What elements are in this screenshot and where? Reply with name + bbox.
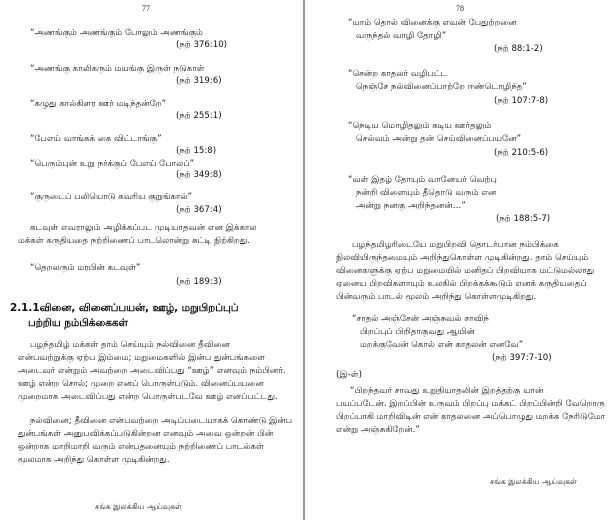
section-heading: 2.1.1வினை, வினைப்பயன், ஊழ், மறுபிறப்புப் <box>10 302 239 314</box>
quote-reference: (நற் 397:7-10) <box>492 353 552 363</box>
quote-line: “சென்ற காதலர் வழிபட்ட <box>348 69 448 79</box>
quote-line: “சாதல் அஞ்சேன் அஞ்சுவல் சாவிந் <box>352 314 489 324</box>
quote-line: பிறப்புப் பிறிதாகுவது ஆயின் <box>360 327 475 337</box>
quote-line: நெஞ்சே நல்வினைப்பாற்றே ஈண்டொழிந்த” <box>356 82 527 92</box>
quote-line: செல்வம் அன்று தன் செய்வினைப்பயனே” <box>356 134 522 144</box>
paragraph-line: பழந்தமிழரிடையே மறுபிறவி தொடர்பான நம்பிக்கை <box>352 240 559 250</box>
quote-reference: (நற் 107:7-8) <box>494 96 549 106</box>
quote-reference: (நற் 88:1-2) <box>494 44 543 54</box>
paragraph-line: ஊழ் என்ற சொல்; முறை எனப் பொருள்படும். வினைப்பயனை <box>18 379 264 389</box>
paragraph-line: நிலவியிருந்தமையும் அறிந்துகொள்ள முடிகின்றது. தாம் செய்யும் <box>336 253 589 263</box>
page-footer: சங்க இலக்கிய ஆய்வுகள் <box>490 477 577 486</box>
paragraph-line: கடவுள் எவராலும் அழிக்கப்பட முடியாதவன் என இக்கால <box>30 223 257 233</box>
quote-reference: (நற் 376:10) <box>176 40 228 50</box>
quote-reference: (நற் 189:3) <box>176 277 222 287</box>
quote-reference: (நற் 255:1) <box>176 111 222 121</box>
quote-line: “குருடைப் பலியொடு கவரிய குறுங்கால்” <box>30 192 193 202</box>
page-footer: சங்க இலக்கிய ஆய்வுகள் <box>95 502 182 511</box>
quote-line: “வள் இதழ் தோயும் வானேயர் வெற்பு <box>348 175 497 185</box>
paragraph-line: பழந்தமிழ் மக்கள் தாம் செய்யும் நல்வினை தீவினை <box>30 340 230 350</box>
quote-line: “கழுது கால்கிளர ஊர் மடிந்தன்றே” <box>30 99 167 109</box>
paragraph-line: ஏனைய பிறவிகளாயும் உலகில் பிறக்கக்கூடும் எனக் கருதியதைப் <box>336 279 587 289</box>
quote-line: மறக்குவேன் கொல் என் காதலன் எனவே” <box>360 340 524 350</box>
paragraph-line: என்று அஞ்சுகிறேன்.” <box>336 425 420 435</box>
left-page <box>0 0 302 520</box>
page-gutter <box>303 0 305 520</box>
paragraph-line: துன்பங்கள் அனுபவிக்கப்படுகின்றன எனவும் அவை ஒன்றன் பின் <box>18 429 274 439</box>
paragraph-line: அடைவர் என்றும் அவற்றை அடைவிப்பது “ஊழ்” எனவும் நம்பினர். <box>18 366 286 376</box>
paragraph-line: பின்வரும் பாடல் மூலம் அறிந்து கொள்ளமுடிகிறது. <box>336 292 537 302</box>
quote-line: “நெடிய மொழிதலும் கடிய ஊர்தலும் <box>348 121 492 131</box>
paragraph-line: என்பவற்றுக்கு ஏற்ப இம்மை; மறுமைகளில் இன்ப துன்பங்களை <box>18 353 266 363</box>
quote-line: “அணங்கு காலிகரும் மயங்கு இருள் நடுகாள் <box>30 64 205 74</box>
quote-line: “பெரும்புன் உறு நர்க்குப் பேஎய் போலப்” <box>30 159 195 169</box>
quote-line: “தெறலரும் மரபின் கடவுள்” <box>30 263 141 273</box>
quote-line: வருந்தல் வாழி தோழி” <box>356 31 447 41</box>
explanation-label: (இ-ள்) <box>336 370 362 380</box>
page-number: 78 <box>456 4 464 13</box>
page-number: 77 <box>142 4 150 13</box>
paragraph-line: வினைகளுக்கு ஏற்ப மறுமையில் மனிதப் பிறவியாக மட்டுமல்லாது <box>336 266 595 276</box>
quote-reference: (நற் 367:4) <box>176 205 222 215</box>
quote-reference: (நற் 349:8) <box>176 170 222 180</box>
quote-reference: (நற் 319:6) <box>176 76 222 86</box>
paragraph-line: மக்கள் கருதியதை நற்றிணைப் பாடலொன்று சுட்டி நிற்கிறது. <box>18 236 251 246</box>
paragraph-line: நல்வினை; தீவினை என்பவற்றை அடிப்படையாகக் கொண்டு இன்ப <box>30 416 293 426</box>
paragraph-line: பயப்படேன். இறப்பின் உருவம் பிறப்பு மக்கட் பிறப்பின்றி வேறொரு <box>336 399 605 409</box>
section-heading: பற்றிய நம்பிக்கைகள் <box>28 317 128 329</box>
paragraph-line: பிறப்பாகி மாறிவிடின் என் காதலனை அப்பொழுது மறக்க நேரிடுமோ <box>336 412 606 422</box>
quote-line: அன்று நனகு அறிந்தனன்…” <box>356 201 466 211</box>
quote-reference: (நற் 210:5-6) <box>494 148 549 158</box>
quote-line: நன்றி விளையும் தீதொடு வரும் என <box>356 188 497 198</box>
paragraph-line: மூலமாக அறிந்து கொள்ள முடிகின்றது. <box>18 455 170 465</box>
paragraph-line: “பிறந்தவர் சாவது உறுதியாதலின் இறத்தற்கு யான் <box>350 386 544 396</box>
quote-line: “பேஎய் வாங்கக் கை விட்டாங்கு” <box>30 134 162 144</box>
paragraph-line: முறைமாக அடைவிப்பது என்ற பொருள்படவே ஊழ் எனப்பட்டது. <box>18 392 278 402</box>
right-page <box>306 0 610 520</box>
quote-reference: (நற் 15:8) <box>176 146 217 156</box>
paragraph-line: ஒன்றாக மாறிமாறி வரும் என்பதனையும் நற்றிணைப் பாடல்கள் <box>18 442 264 452</box>
quote-line: “அணங்கும் அணங்கும் போலும் அணங்கும் <box>30 28 203 38</box>
quote-line: “யாம் தொல் வினைக்கு எவன் பேதுற்றனை <box>348 18 517 28</box>
quote-reference: (நற் 188:5-7) <box>496 214 551 224</box>
